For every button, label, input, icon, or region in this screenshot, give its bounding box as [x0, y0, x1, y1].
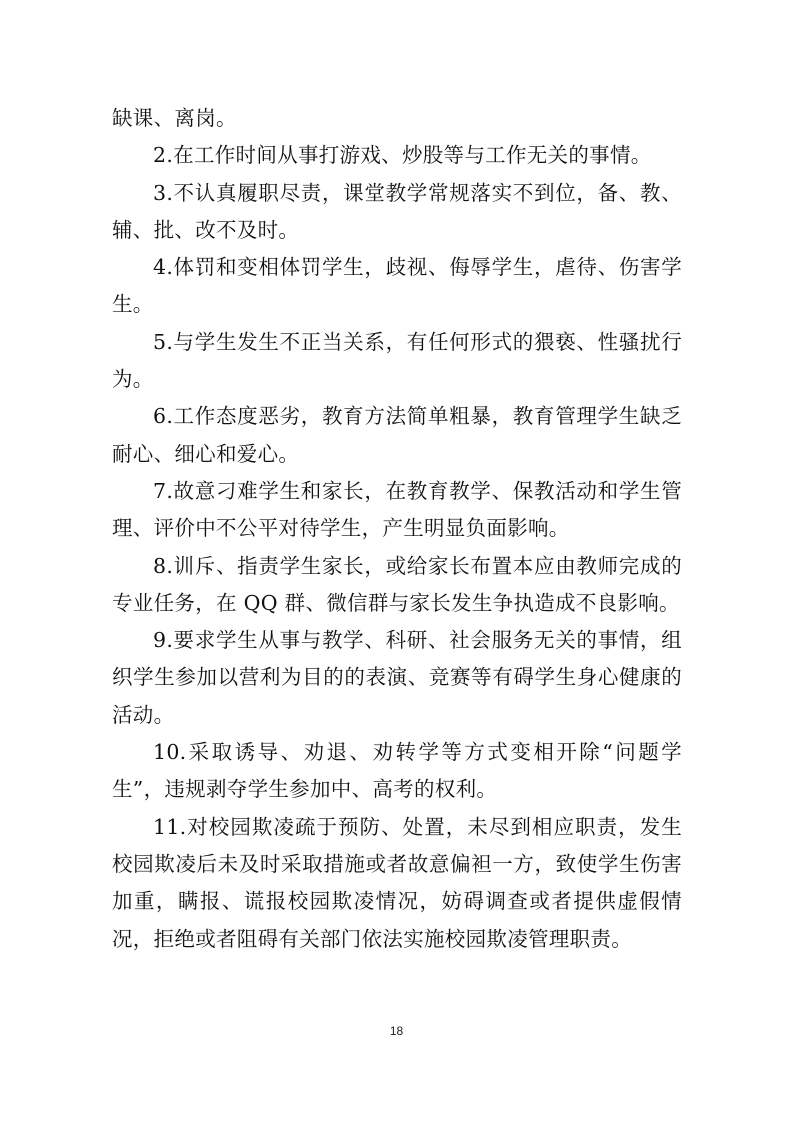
continuation-paragraph: 缺课、离岗。 — [112, 106, 237, 130]
list-item-7: 7.故意刁难学生和家长，在教育教学、保教活动和学生管理、评价中不公平对待学生，产生明显负面影响。 — [112, 478, 682, 541]
list-item-9: 9.要求学生从事与教学、科研、社会服务无关的事情，组织学生参加以营利为目的的表演、竞赛等有碍学生身心健康的活动。 — [112, 628, 682, 727]
list-item-6: 6.工作态度恶劣，教育方法简单粗暴，教育管理学生缺乏耐心、细心和爱心。 — [112, 404, 682, 466]
list-item-8: 8.训斥、指责学生家长，或给家长布置本应由教师完成的专业任务，在 QQ 群、微信群与家长发生争执造成不良影响。 — [112, 553, 682, 615]
list-item-4: 4.体罚和变相体罚学生，歧视、侮辱学生，虐待、伤害学生。 — [112, 255, 682, 317]
list-item-3: 3.不认真履职尽责，课堂教学常规落实不到位，备、教、辅、批、改不及时。 — [112, 180, 682, 242]
list-item-11: 11.对校园欺凌疏于预防、处置，未尽到相应职责，发生校园欺凌后未及时采取措施或者故意偏袒一方，致使学生伤害加重，瞒报、谎报校园欺凌情况，妨碍调查或者提供虚假情况，拒绝或者阻碍有关部门依法实施校园欺凌管理职责。 — [112, 814, 682, 951]
list-item-5: 5.与学生发生不正当关系，有任何形式的猥亵、性骚扰行为。 — [112, 329, 682, 392]
list-item-2: 2.在工作时间从事打游戏、炒股等与工作无关的事情。 — [153, 143, 652, 168]
page-number: 18 — [389, 1024, 404, 1038]
list-item-10: 10.采取诱导、劝退、劝转学等方式变相开除“问题学生”，违规剥夺学生参加中、高考的权利。 — [112, 740, 682, 802]
document-body — [112, 100, 682, 958]
